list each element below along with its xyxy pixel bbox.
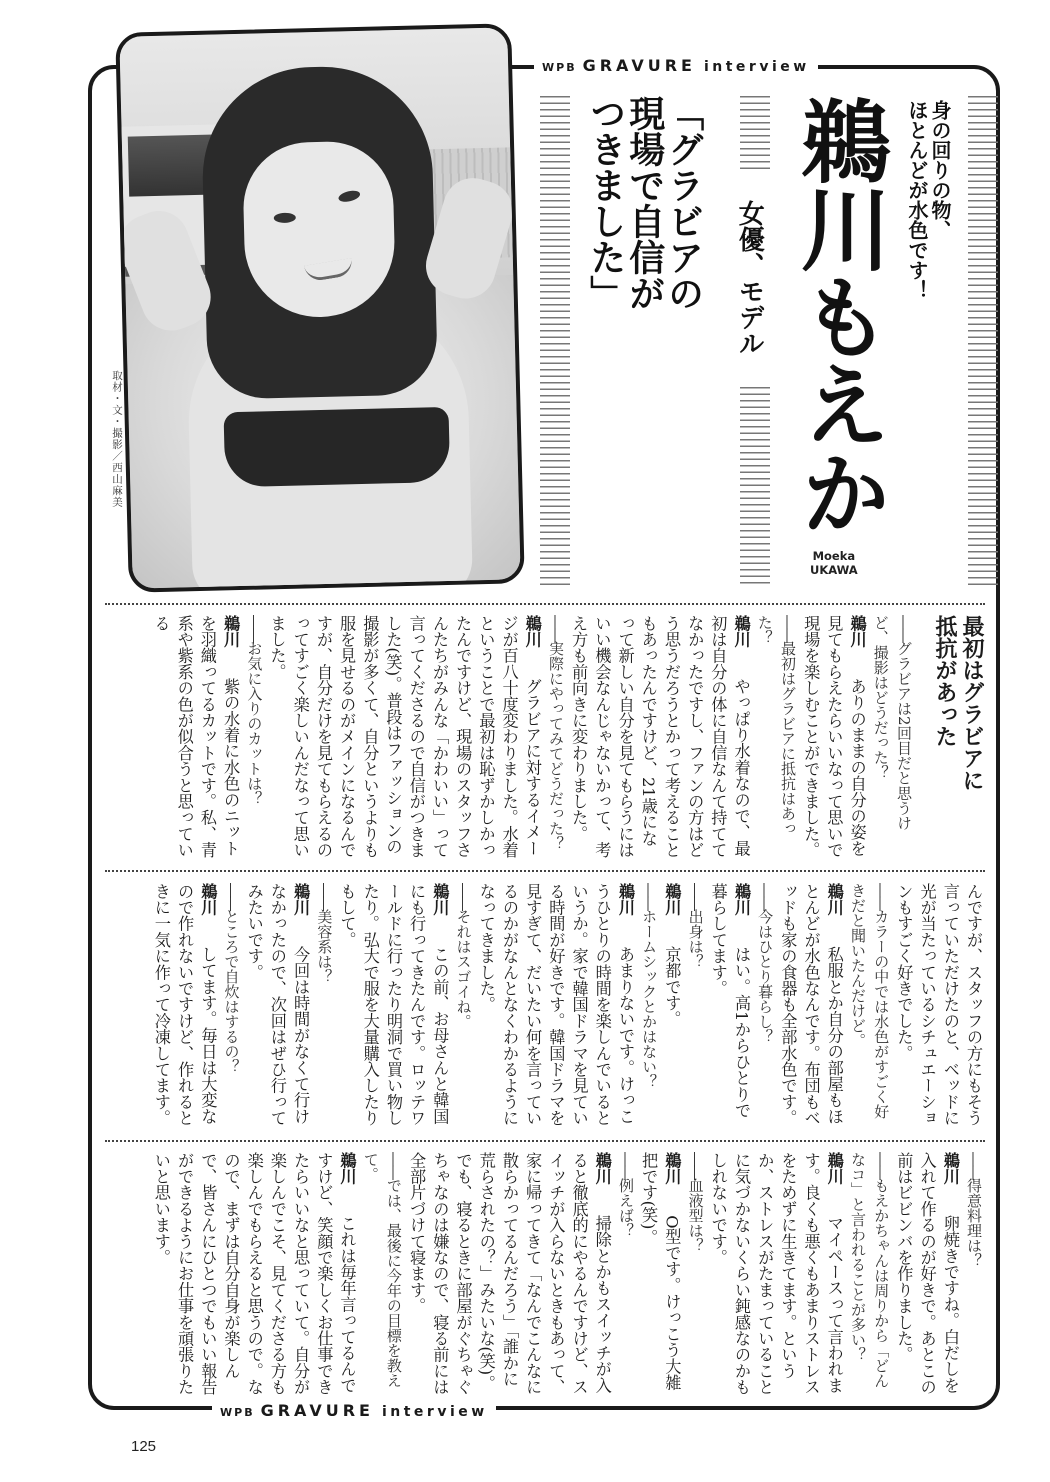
headline-quote (585, 95, 702, 311)
question-dash: ―― (895, 615, 913, 641)
answer-text: 掃除とかもスイッチが入ると徹底的にやるんですけど、スイッチが入らないときもあって、家に帰ってきて「なんでこんなに散らかってるんだろう」「誰かに荒らされたの？」みたいな(笑)。でも、寝るときに部屋がぐちゃぐちゃなのは嫌なので、寝る前には全部片づけて寝ます。 (407, 1152, 612, 1395)
speaker-label: 鵜川 (662, 1152, 682, 1201)
interviewer-question (962, 1152, 985, 1397)
interviewee-answer (149, 615, 242, 860)
interviewee-answer (243, 883, 313, 1128)
interviewee-answer (265, 615, 543, 860)
subheading-line-2: 抵抗があった (932, 615, 957, 747)
answer-text: してます。毎日は大変なので作れないですけど、作れるときに一気に作って冷凍してます。 (151, 883, 218, 1126)
answer-text: 卵焼きですね。白だしを入れて作るのが好きで。あとこの前はビビンバを作りました。 (894, 1152, 960, 1395)
question-text: グラビアは2回目だと思うけど、撮影はどうだった？ (871, 615, 913, 831)
photo-face (242, 140, 396, 319)
banner-interview: interview (381, 1404, 488, 1420)
answer-text: んですが、スタッフの方にもそう言っていただけたのと、ベッドに光が当たっているシチュエーションもすごく好きでした。 (894, 883, 983, 1126)
article-row-3 (105, 1152, 985, 1397)
question-text: 最初はグラビアに抵抗はあった？ (755, 615, 797, 836)
answer-text: これは毎年言ってるんですけど、笑顔で楽しくお仕事できたらいいなと思っていて。自分が楽しんでこそ、見てくださる方も楽しんでもらえると思うので。なので、まずは自分自身が楽しんで、皆さんにひとつでもいい報告ができるようにお仕事を頑張りたいと思います。 (151, 1152, 357, 1395)
interviewer-question (683, 1152, 706, 1397)
banner-wpb: WPB (542, 61, 577, 74)
interviewee-answer (799, 615, 869, 860)
interviewee-role: 女優、モデル (734, 200, 765, 356)
portrait-photo (115, 23, 525, 593)
question-dash: ―― (965, 1152, 983, 1178)
interviewee-answer (707, 1152, 846, 1397)
interviewer-question (846, 883, 892, 1128)
catch-line-1: 身の回りの物、 (928, 100, 952, 240)
question-text: 出身は？ (686, 909, 705, 969)
interviewer-question (451, 883, 474, 1128)
question-text: ところで自炊はするの？ (222, 909, 241, 1074)
row-separator (105, 603, 985, 605)
interviewer-question (753, 883, 776, 1128)
speaker-label: 鵜川 (592, 1152, 612, 1201)
question-dash: ―― (640, 883, 659, 909)
banner-gravure: GRAVURE (582, 56, 696, 75)
hatch-decoration-right (968, 96, 998, 586)
interviewer-question (312, 883, 335, 1128)
answer-text: 紫の水着に水色のニットを羽織ってるカットです。私、青系や紫系の色が似合うと思っている (151, 615, 241, 858)
footer-banner (212, 1403, 496, 1419)
interviewer-question (359, 1152, 405, 1397)
answer-text: この前、お母さんと韓国にも行ってきたんです。ロッテワールドに行ったり明洞で買い物したり。弘大で服を大量購入したりもして。 (337, 883, 450, 1126)
header-banner (534, 58, 818, 74)
interviewer-question (544, 615, 567, 860)
interviewer-question (614, 1152, 637, 1397)
banner-gravure: GRAVURE (260, 1401, 374, 1420)
answer-text: ありのままの自分の姿を見てもらえたらいいなって思いで現場を楽しむことができました。 (801, 615, 867, 858)
interviewee-name: 鵜川もえか (785, 95, 890, 535)
interviewee-answer (660, 883, 683, 1128)
question-dash: ―― (756, 883, 775, 909)
answer-text: 京都です。 (662, 946, 682, 1028)
speaker-label: 鵜川 (847, 615, 867, 664)
answer-text: はい。高1からひとりで暮らしてます。 (708, 883, 751, 1119)
question-text: ホームシックとかはない？ (640, 909, 659, 1089)
interviewee-answer (567, 615, 753, 860)
romaji-first: Moeka (812, 549, 856, 563)
hatch-decoration-mid-top (740, 96, 770, 171)
question-text: お気に入りのカットは？ (245, 641, 264, 806)
interviewer-question (219, 883, 242, 1128)
interviewer-question (753, 615, 799, 860)
interviewee-answer (150, 883, 220, 1128)
speaker-label: 鵜川 (824, 1152, 844, 1201)
speaker-label: 鵜川 (522, 615, 542, 664)
article-row-1 (105, 615, 985, 860)
speaker-label: 鵜川 (221, 615, 241, 664)
interviewer-question (637, 883, 660, 1128)
catch-line-2: ほとんどが水色です！ (905, 100, 929, 300)
interviewer-question (683, 883, 706, 1128)
answer-text: やっぱり水着なので、最初は自分の体に自信なんて持ててなかったですし、ファンの方はどう思うだろうとかって考えることもあったんですけど、21歳になって新しい自分を見てもらうにはいい機会なんじゃないかって、考え方も前向きに変わりました。 (569, 615, 751, 858)
speaker-label: 鵜川 (430, 883, 450, 932)
row-separator (105, 870, 985, 872)
interviewee-answer (707, 883, 753, 1128)
row-separator (105, 1140, 985, 1142)
catch-copy (905, 100, 951, 300)
question-dash: ―― (778, 615, 797, 641)
interviewee-answer (892, 1152, 962, 1397)
question-dash: ―― (872, 1152, 891, 1178)
speaker-label: 鵜川 (337, 1152, 357, 1201)
answer-text: マイペースって言われます。良くも悪くもあまりストレスをためずに生きてます。というか、ストレスがたまっていることに気づかないくらい鈍感なのかもしれないです。 (708, 1152, 844, 1395)
answer-text: O型です。けっこう大雑把です(笑)。 (639, 1152, 682, 1391)
article-row-2 (105, 883, 985, 1128)
interviewee-answer (335, 883, 451, 1128)
question-text: それはスゴイね。 (454, 909, 473, 1029)
subheading-line-1: 最初はグラビアに (959, 615, 984, 791)
interviewer-question (242, 615, 265, 860)
interviewee-answer (475, 883, 637, 1128)
question-dash: ―― (546, 615, 565, 641)
interviewee-answer (637, 1152, 683, 1397)
banner-wpb: WPB (220, 1406, 255, 1419)
interviewee-answer (405, 1152, 614, 1397)
question-text: 実際にやってみてどうだった？ (546, 641, 565, 851)
question-dash: ―― (222, 883, 241, 909)
interviewee-answer (776, 883, 846, 1128)
speaker-label: 鵜川 (940, 1152, 960, 1201)
speaker-label: 鵜川 (198, 883, 218, 932)
question-dash: ―― (384, 1152, 403, 1178)
speaker-label: 鵜川 (615, 883, 635, 932)
answer-text: あまりないです。けっこうひとりの時間を楽しんでいるというか。家で韓国ドラマを見ている時間が好きです。韓国ドラマを見すぎて、だいたい何を言っているのかがなんとなくわかるようになってきました。 (476, 883, 635, 1126)
question-dash: ―― (616, 1152, 635, 1178)
question-text: もえかちゃんは周りから「どんなコ」と言われることが多い？ (848, 1152, 891, 1388)
continued-answer (892, 883, 985, 1128)
speaker-label: 鵜川 (824, 883, 844, 932)
quote-line-1: 「グラビアの (662, 95, 704, 311)
question-dash: ―― (245, 615, 264, 641)
question-dash: ―― (872, 883, 891, 909)
quote-line-3: つきました」 (584, 95, 626, 311)
question-text: 得意料理は？ (965, 1178, 983, 1268)
speaker-label: 鵜川 (662, 883, 682, 932)
question-dash: ―― (686, 883, 705, 909)
speaker-label: 鵜川 (731, 615, 751, 664)
question-text: 例えば？ (616, 1178, 635, 1238)
page-number: 125 (131, 1438, 157, 1455)
question-text: 美容系は？ (315, 909, 334, 984)
quote-line-2: 現場で自信が (623, 95, 665, 311)
banner-interview: interview (703, 59, 810, 75)
question-text: 今はひとり暮らし？ (756, 909, 775, 1044)
speaker-label: 鵜川 (731, 883, 751, 932)
hatch-decoration-mid-bottom (740, 387, 770, 586)
speaker-label: 鵜川 (291, 883, 311, 932)
subheading (931, 615, 985, 860)
question-text: 血液型は？ (686, 1178, 705, 1253)
interviewer-question (846, 1152, 892, 1397)
hatch-decoration-left (540, 96, 570, 586)
interviewee-answer (150, 1152, 359, 1397)
question-dash: ―― (454, 883, 473, 909)
photo-swimsuit (224, 407, 451, 487)
question-text: では、最後に今年の目標を教えて。 (361, 1152, 403, 1388)
interviewer-question (869, 615, 915, 860)
romaji-last: UKAWA (810, 562, 858, 577)
question-dash: ―― (315, 883, 334, 909)
answer-text: 私服とか自分の部屋もほとんどが水色なんです。布団もベッドも家の食器も全部水色です。 (778, 883, 844, 1126)
answer-text: 今回は時間がなくて行けなかったので、次回はぜひ行ってみたいです。 (244, 883, 311, 1126)
photo-credit: 取材・文・撮影／西山麻美 (111, 370, 123, 508)
question-dash: ―― (686, 1152, 705, 1178)
question-text: カラーの中では水色がすごく好きだと聞いたんだけど。 (848, 883, 891, 1119)
name-romaji (810, 550, 858, 578)
answer-text: グラビアに対するイメージが百八十度変わりました。水着ということで最初は恥ずかしかったんですけど、現場のスタッフさんたちがみんな「かわいい」って言ってくださるので自信がつきました(笑)。普段はファッションの撮影が多くて、自分というよりも服を見せるのがメインになるんですが、自分だけを見てもらえるのってすごく楽しいんだなって思いました。 (267, 615, 542, 858)
